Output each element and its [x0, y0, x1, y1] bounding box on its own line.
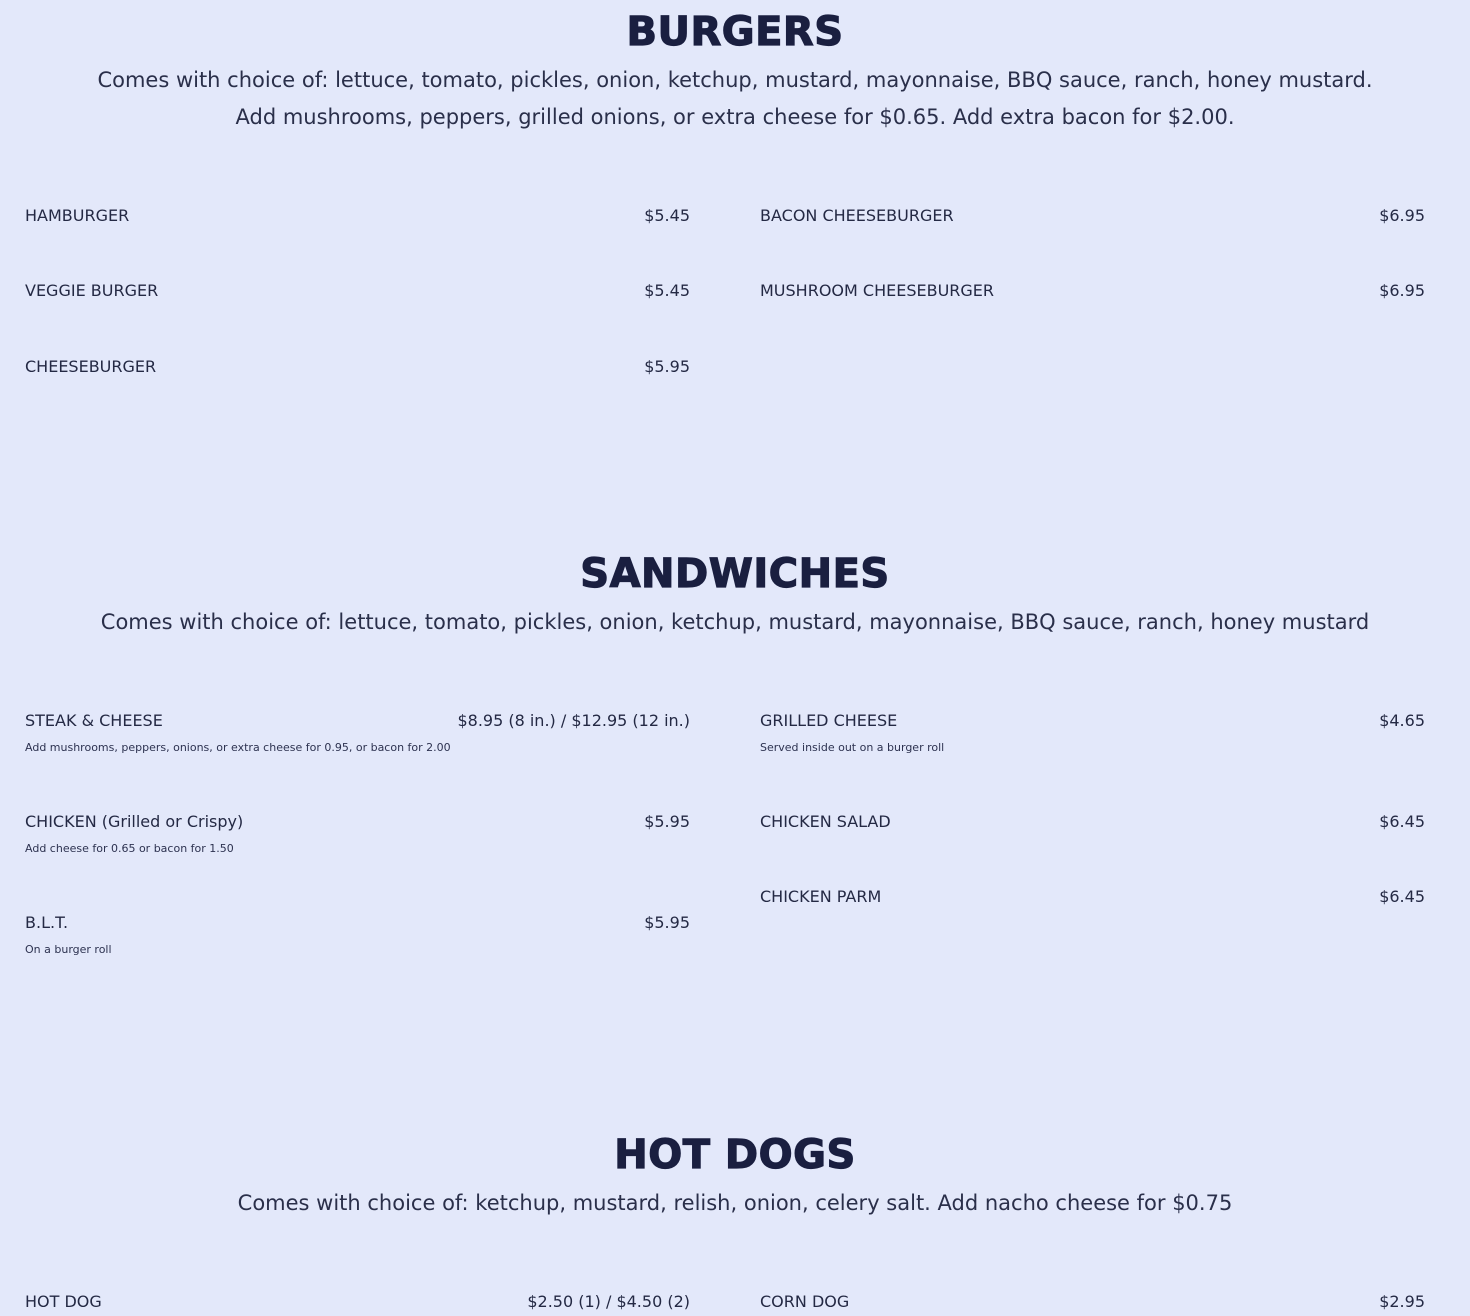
menu-item: [25, 357, 690, 377]
item-name: GRILLED CHEESE: [760, 711, 898, 730]
item-note: Served inside out on a burger roll: [760, 741, 945, 754]
section-title: BURGERS: [626, 9, 844, 55]
item-note: Add cheese for 0.65 or bacon for 1.50: [25, 842, 234, 855]
item-price: $6.45: [1379, 812, 1425, 831]
section-description: Comes with choice of: lettuce, tomato, pickles, onion, ketchup, mustard, mayonnaise, BBQ sauce, ranch, honey mustard. Add mushrooms, peppers, grilled onions, or extra cheese for $0.65. Add extra bacon for $2.00.: [97, 68, 1373, 129]
menu-item: [760, 206, 1425, 226]
item-name: B.L.T.: [25, 913, 69, 932]
item-price: $8.95 (8 in.) / $12.95 (12 in.): [457, 711, 690, 730]
item-name: CHICKEN (Grilled or Crispy): [25, 812, 244, 831]
item-name: CORN DOG: [760, 1292, 850, 1311]
menu-item: [760, 812, 1425, 832]
item-note: On a burger roll: [25, 943, 112, 956]
menu-item: [25, 913, 690, 957]
menu-item: [25, 711, 690, 755]
item-name: CHICKEN PARM: [760, 887, 882, 906]
menu-item: [25, 281, 690, 301]
item-name: HAMBURGER: [25, 206, 130, 225]
item-name: VEGGIE BURGER: [25, 281, 159, 300]
menu-item: [760, 711, 1425, 755]
hotdogs-section: [0, 1131, 1470, 1222]
section-description: Comes with choice of: ketchup, mustard, relish, onion, celery salt. Add nacho cheese for $0.75: [237, 1191, 1233, 1215]
item-price: $5.95: [644, 357, 690, 376]
item-price: $6.95: [1379, 281, 1425, 300]
item-price: $4.65: [1379, 711, 1425, 730]
item-name: BACON CHEESEBURGER: [760, 206, 954, 225]
item-price: $2.95: [1379, 1292, 1425, 1311]
item-price: $6.95: [1379, 206, 1425, 225]
section-title: HOT DOGS: [614, 1132, 856, 1178]
item-price: $2.50 (1) / $4.50 (2): [527, 1292, 690, 1311]
menu-item: [760, 281, 1425, 301]
menu-item: [760, 887, 1425, 907]
item-price: $5.95: [644, 913, 690, 932]
item-price: $5.95: [644, 812, 690, 831]
section-title: SANDWICHES: [580, 551, 890, 597]
item-name: MUSHROOM CHEESEBURGER: [760, 281, 995, 300]
item-name: CHEESEBURGER: [25, 357, 157, 376]
sandwiches-section: [0, 550, 1470, 641]
item-price: $5.45: [644, 206, 690, 225]
burgers-section: [0, 8, 1470, 136]
menu-item: [25, 206, 690, 226]
item-name: HOT DOG: [25, 1292, 102, 1311]
item-name: STEAK & CHEESE: [25, 711, 163, 730]
menu-item: [760, 1292, 1425, 1312]
menu-item: [25, 1292, 690, 1312]
item-price: $5.45: [644, 281, 690, 300]
menu-item: [25, 812, 690, 856]
section-description: Comes with choice of: lettuce, tomato, pickles, onion, ketchup, mustard, mayonnaise, BBQ sauce, ranch, honey mustard: [100, 610, 1370, 634]
item-name: CHICKEN SALAD: [760, 812, 891, 831]
item-note: Add mushrooms, peppers, onions, or extra cheese for 0.95, or bacon for 2.00: [25, 741, 451, 754]
item-price: $6.45: [1379, 887, 1425, 906]
